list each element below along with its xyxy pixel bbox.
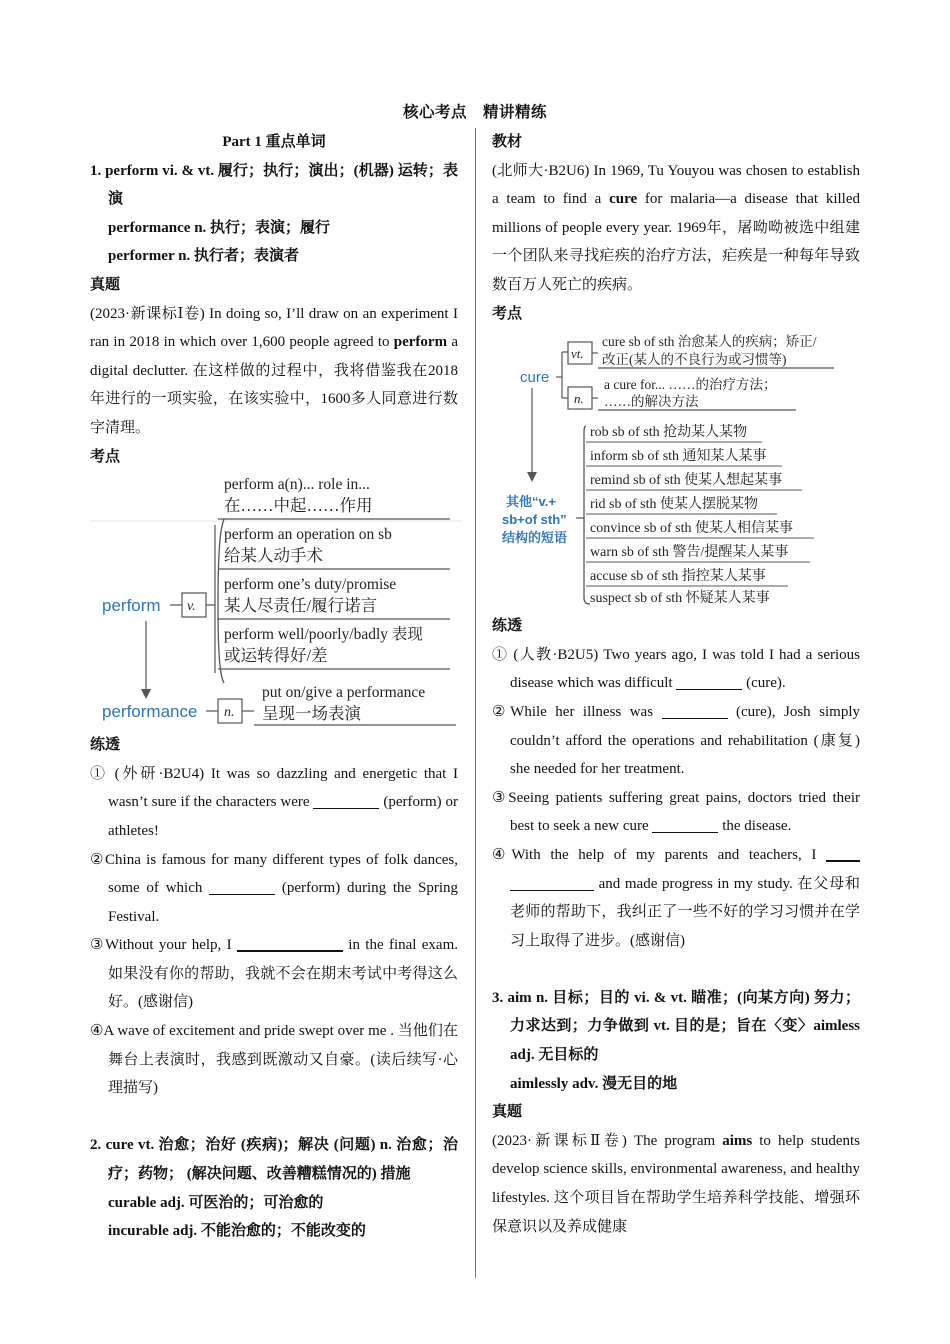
kaodian-label-right: 考点 (492, 305, 523, 322)
ex1-q3-pre: ③Without your help, I (90, 937, 237, 954)
word-3-derivative-1: aimlessly adv. 漫无目的地 (510, 1075, 678, 1092)
phrase-2: inform sb of sth 通知某人某事 (590, 449, 767, 465)
ex2-q4-post: and made progress in my study. 在父母和老师的帮助下，我纠正了一些不好的学习习惯并在学习上取得了进步。(感谢信) (510, 875, 860, 949)
ex1-q1-pre: ① (外研·B2U4) It was so dazzling and energetic that I wasn’t sure if the characters were (90, 765, 458, 811)
ex2-q1 (492, 641, 860, 698)
phrase-4: rid sb of sth 使某人摆脱某物 (590, 497, 758, 513)
perform-mind-map (90, 473, 458, 729)
perform-root-label: perform (102, 596, 161, 616)
ex1-q3-post: in the final exam. 如果没有你的帮助，我就不会在期末考试中考得这么好。(感谢信) (108, 937, 458, 1011)
perform-branch-3-en: perform one’s duty/promise (224, 576, 397, 594)
cure-n-line2: ……的解决方法 (604, 394, 699, 410)
zhenti-1-post: a digital declutter. 在这样做的过程中，我将借鉴我在2018年进行的一项实验，在该实验中，1600多人同意进行数字清理。 (90, 334, 458, 436)
cure-n-tag: n. (574, 391, 584, 407)
zhenti-1-pre: (2023·新课标Ⅰ卷) In doing so, I’ll draw on an experiment I ran in 2018 in which over 1,600 people agreed to (90, 305, 458, 351)
word-2-derivative-2: incurable adj. 不能治愈的；不能改变的 (108, 1223, 366, 1240)
cure-v-line2: 改正(某人的不良行为或习惯等) (602, 352, 787, 368)
phrase-6: warn sb of sth 警告/提醒某人某事 (590, 545, 789, 561)
ex2-q2-post: (cure), Josh simply couldn’t afford the operations and rehabilitation (康复) she needed for her treatment. (510, 703, 860, 778)
liantou-label-left: 练透 (90, 737, 121, 754)
ex1-q4: ④A wave of excitement and pride swept over me . 当他们在舞台上表演时，我感到既激动又自豪。(读后续写·心理描写) (90, 1023, 458, 1097)
perform-v-tag: v. (187, 599, 196, 615)
phrase-3: remind sb of sth 使某人想起某事 (590, 473, 783, 489)
ex1-q1-post: (perform) or athletes! (108, 794, 459, 839)
jiaocai-text (492, 157, 860, 300)
jiaocai-label: 教材 (492, 134, 523, 150)
ex2-q1-blank[interactable] (676, 672, 742, 690)
right-column (492, 128, 860, 1241)
word-1-derivative-2: performer n. 执行者；表演者 (108, 248, 299, 265)
ex2-q3-blank[interactable] (652, 815, 718, 833)
other-label-3: 结构的短语 (502, 530, 568, 546)
ex2-q1-pre: ① (人教·B2U5) Two years ago, I was told I had a serious disease which was difficult (492, 646, 860, 692)
jiaocai-post: for malaria—a disease that killed millions of people every year. 1969年，屠呦呦被选中组建一个团队来寻找疟疾的治疗方法，疟疾是一种每年导致数百万人死亡的疾病。 (492, 191, 860, 293)
ex1-q1-blank[interactable] (313, 791, 379, 809)
ex2-q2-pre: ②While her illness was (492, 703, 662, 720)
zhenti-label: 真题 (90, 276, 121, 293)
liantou-label-right: 练透 (492, 618, 523, 635)
part-title: Part 1 重点单词 (222, 134, 326, 150)
zhenti-3-post: to help students develop science skills, environmental awareness, and healthy lifestyles. 这个项目旨在帮助学生培养科学技能、增强环保意识以及养成健康 (492, 1132, 860, 1235)
perform-branch-1-en: perform a(n)... role in... (224, 476, 370, 494)
phrase-1: rob sb of sth 抢劫某人某物 (590, 425, 748, 441)
ex1-q2-pre: ②China is famous for many different types of folk dances, some of which (90, 851, 458, 897)
column-divider (475, 128, 476, 1278)
other-label-1: 其他“v.+ (506, 494, 556, 510)
ex1-q2-post: (perform) during the Spring Festival. (108, 880, 458, 925)
ex1-q3 (90, 931, 458, 1017)
word-1-derivative-1: performance n. 执行；表演；履行 (108, 219, 331, 236)
ex2-q4 (492, 841, 860, 955)
cure-root-label: cure (520, 369, 550, 387)
page-title: 核心考点 精讲精练 (402, 104, 547, 121)
word-1-heading: 1. perform vi. & vt. 履行；执行；演出；(机器) 运转；表演 (90, 162, 458, 208)
ex2-q4-blank-2[interactable] (510, 873, 594, 891)
ex1-q1 (90, 760, 458, 846)
jiaocai-pre: (北师大·B2U6) In 1969, Tu Youyou was chosen to establish a team to find a (492, 162, 860, 208)
zhenti-3-bold: aims (722, 1132, 753, 1149)
performance-n-tag: n. (224, 705, 235, 721)
ex2-q2-blank[interactable] (662, 701, 728, 719)
performance-label: performance (102, 702, 198, 722)
performance-branch-zh: 呈现一场表演 (262, 704, 361, 724)
phrase-8: suspect sb of sth 怀疑某人某事 (590, 591, 770, 607)
word-2-heading: 2. cure vt. 治愈；治好 (疾病)；解决 (问题) n. 治愈；治疗；药物； (解决问题、改善糟糕情况的) 措施 (90, 1137, 458, 1183)
kaodian-label-left: 考点 (90, 448, 121, 465)
perform-branch-4-en: perform well/poorly/badly 表现 (224, 626, 423, 644)
cure-mind-map (492, 330, 860, 610)
ex2-q3 (492, 784, 860, 841)
phrase-5: convince sb of sth 使某人相信某事 (590, 521, 793, 537)
zhenti-1-text (90, 300, 458, 443)
ex1-q3-blank[interactable] (237, 933, 343, 952)
ex2-q3-pre: ③Seeing patients suffering great pains, doctors tried their best to seek a new cure (492, 789, 860, 835)
cure-n-line1: a cure for... ……的治疗方法； (604, 377, 777, 393)
jiaocai-bold: cure (609, 191, 638, 208)
cure-v-line1: cure sb of sth 治愈某人的疾病；矫正/ (602, 334, 817, 350)
other-label-2: sb+of sth” (502, 512, 567, 528)
perform-branch-4-zh: 或运转得好/差 (224, 646, 328, 666)
perform-branch-2-en: perform an operation on sb (224, 526, 392, 544)
ex2-q4-pre: ④With the help of my parents and teachers, I (492, 846, 826, 863)
perform-branch-3-zh: 某人尽责任/履行诺言 (224, 596, 378, 616)
performance-branch-en: put on/give a performance (262, 684, 426, 702)
cure-vt-tag: vt. (571, 346, 584, 362)
ex2-q4-blank-1[interactable] (826, 843, 860, 862)
ex2-q1-post: (cure). (742, 675, 786, 692)
ex1-q2-blank[interactable] (209, 877, 275, 895)
zhenti-3-text (492, 1127, 860, 1241)
phrase-7: accuse sb of sth 指控某人某事 (590, 569, 766, 585)
word-3-heading: 3. aim n. 目标；目的 vi. & vt. 瞄准；(向某方向) 努力；力求达到；力争做到 vt. 目的是；旨在〈变〉aimless adj. 无目标的 (492, 989, 860, 1064)
zhenti-1-bold: perform (393, 334, 448, 351)
word-2-derivative-1: curable adj. 可医治的；可治愈的 (108, 1194, 324, 1211)
zhenti-3-pre: (2023·新课标Ⅱ卷) The program (492, 1132, 723, 1149)
perform-branch-1-zh: 在……中起……作用 (224, 496, 373, 516)
ex2-q2 (492, 698, 860, 784)
ex1-q2 (90, 846, 458, 932)
perform-branch-2-zh: 给某人动手术 (224, 546, 323, 566)
zhenti-label-right: 真题 (492, 1104, 523, 1121)
left-column (90, 128, 458, 1246)
ex2-q3-post: the disease. (718, 818, 792, 835)
